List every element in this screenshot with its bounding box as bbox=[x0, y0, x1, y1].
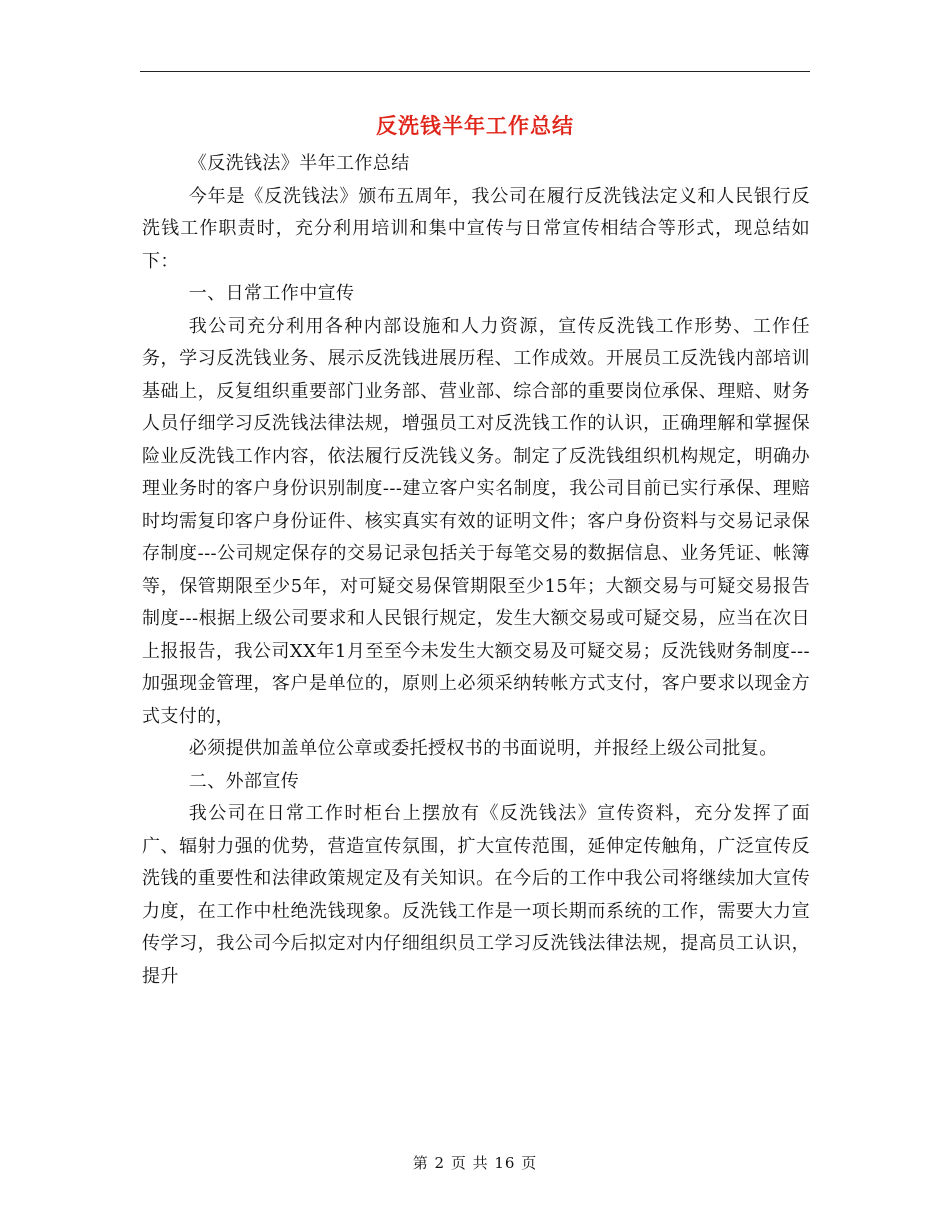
approval-paragraph: 必须提供加盖单位公章或委托授权书的书面说明，并报经上级公司批复。 bbox=[188, 738, 778, 759]
internal-promotion-paragraph: 我公司充分利用各种内部设施和人力资源，宣传反洗钱工作形势、工作任务，学习反洗钱业务、展示反洗钱进展历程、工作成效。开展员工反洗钱内部培训基础上，反复组织重要部门业务部、营业部、综合部的重要岗位承保、理赔、财务人员仔细学习反洗钱法律法规，增强员工对反洗钱工作的认识，正确理解和掌握保险业反洗钱工作内容，依法履行反洗钱义务。制定了反洗钱组织机构规定，明确办理业务时的客户身份识别制度---建立客户实名制度，我公司目前已实行承保、理赔时均需复印客户身份证件、核实真实有效的证明文件；客户身份资料与交易记录保存制度---公司规定保存的交易记录包括关于每笔交易的数据信息、业务凭证、帐簿等，保管期限至少5年，对可疑交易保管期限至少15年；大额交易与可疑交易报告制度---根据上级公司要求和人民银行规定，发生大额交易或可疑交易，应当在次日上报报告，我公司XX年1月至至今未发生大额交易及可疑交易；反洗钱财务制度---加强现金管理，客户是单位的，原则上必须采纳转帐方式支付，客户要求以现金方式支付的， bbox=[142, 315, 810, 727]
document-body bbox=[142, 148, 810, 993]
section-heading-internal: 一、日常工作中宣传 bbox=[188, 283, 355, 304]
external-promotion-paragraph: 我公司在日常工作时柜台上摆放有《反洗钱法》宣传资料，充分发挥了面广、辐射力强的优势，营造宣传氛围，扩大宣传范围，延伸定传触角，广泛宣传反洗钱的重要性和法律政策规定及有关知识。在今后的工作中我公司将继续加大宣传力度，在工作中杜绝洗钱现象。反洗钱工作是一项长期而系统的工作，需要大力宣传学习，我公司今后拟定对内仔细组织员工学习反洗钱法律法规，提高员工认识，提升 bbox=[142, 803, 810, 987]
document-title: 反洗钱半年工作总结 bbox=[376, 113, 574, 138]
subtitle-paragraph: 《反洗钱法》半年工作总结 bbox=[188, 153, 410, 174]
section-heading-external: 二、外部宣传 bbox=[188, 770, 300, 792]
page-footer: 第 2 页 共 16 页 bbox=[412, 1154, 538, 1172]
intro-paragraph: 今年是《反洗钱法》颁布五周年，我公司在履行反洗钱法定义和人民银行反洗钱工作职责时，充分利用培训和集中宣传与日常宣传相结合等形式，现总结如下： bbox=[142, 185, 810, 272]
header-rule bbox=[140, 71, 810, 72]
